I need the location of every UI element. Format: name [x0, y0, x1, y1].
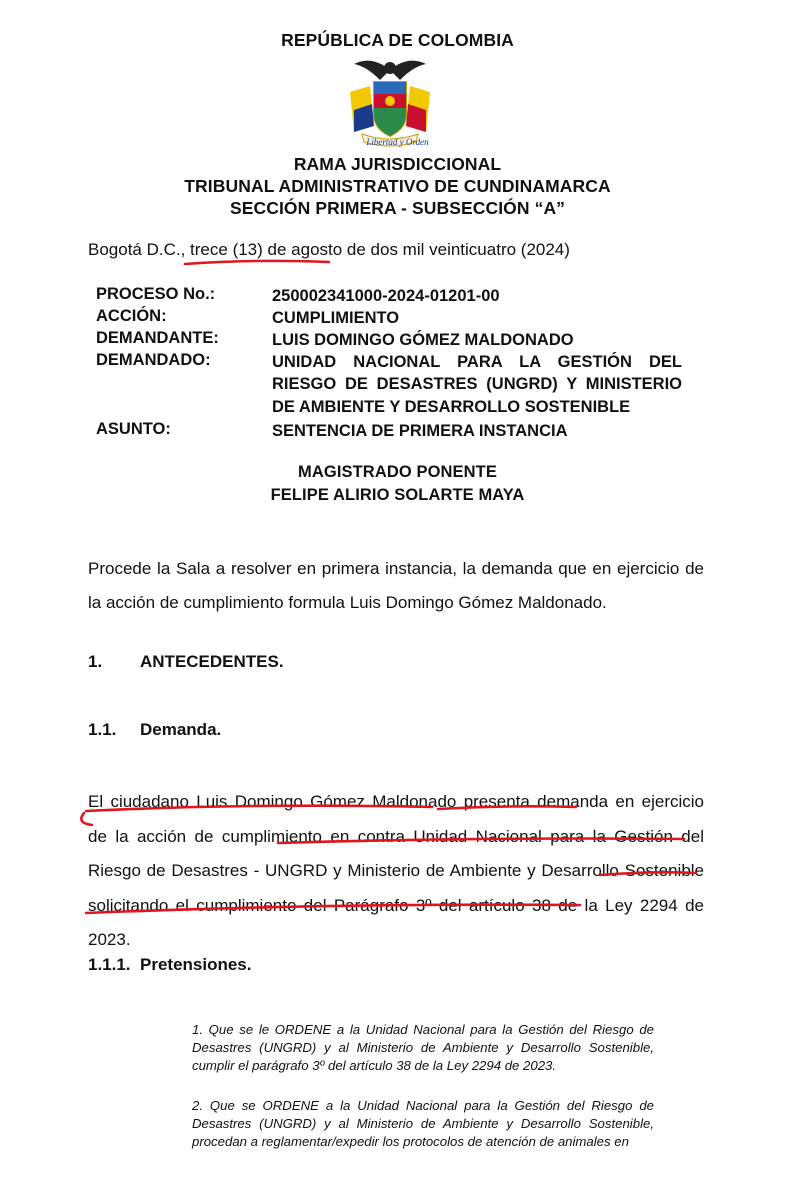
case-label-demandado: DEMANDADO:: [96, 351, 211, 369]
case-label-accion: ACCIÓN:: [96, 307, 167, 325]
case-label-demandante: DEMANDANTE:: [96, 329, 219, 347]
date-underline-annotation: [182, 257, 332, 269]
case-value-proceso: 250002341000-2024-01201-00: [272, 287, 500, 305]
section-1-number: 1.: [88, 652, 103, 671]
coat-of-arms: [340, 52, 440, 148]
coat-of-arms-icon: [340, 52, 440, 148]
section-1-1-title: Demanda.: [140, 720, 222, 739]
demanda-underline-annotations: [80, 795, 720, 925]
motto-label: Libertad y Orden: [366, 137, 429, 147]
case-value-demandado: UNIDAD NACIONAL PARA LA GESTIÓN DEL RIESGO DE DESASTRES (UNGRD) Y MINISTERIO DE AMBIENTE Y DESARROLLO SOSTENIBLE: [272, 353, 682, 416]
section-1-1-1-title: Pretensiones.: [140, 955, 252, 974]
branch-heading: RAMA JURISDICCIONAL: [293, 154, 502, 174]
case-label-proceso: PROCESO No.:: [96, 285, 216, 303]
demanda-paragraph: El ciudadano Luis Domingo Gómez Maldonado presenta demanda en ejercicio de la acción de cumplimiento en contra Unidad Nacional para la Gestión del Riesgo de Desastres - UNGRD y Ministerio de Ambiente y Desarrollo Sostenible solicitando el cumplimiento del Parágrafo 3º del artículo 38 de la Ley 2294 de 2023.: [88, 792, 704, 949]
section-1-1-number: 1.1.: [88, 720, 117, 739]
date-line: Bogotá D.C., trece (13) de agosto de dos mil veinticuatro (2024): [88, 240, 570, 259]
case-value-accion: CUMPLIMIENTO: [272, 309, 400, 327]
intro-paragraph: Procede la Sala a resolver en primera instancia, la demanda que en ejercicio de la acción de cumplimiento formula Luis Domingo Gómez Maldonado.: [88, 559, 704, 612]
section-1-title: ANTECEDENTES.: [140, 652, 284, 671]
case-value-demandante: LUIS DOMINGO GÓMEZ MALDONADO: [272, 331, 574, 349]
pretension-1: 1. Que se le ORDENE a la Unidad Nacional para la Gestión del Riesgo de Desastres (UNGRD) y al Ministerio de Ambiente y Desarrollo Sostenible, cumplir el parágrafo 3º del artículo 38 de la Ley 2294 de 2023.: [192, 1022, 654, 1073]
section-1-1-1-number: 1.1.1.: [88, 955, 131, 974]
magistrate-name: FELIPE ALIRIO SOLARTE MAYA: [270, 486, 525, 504]
country-heading: REPÚBLICA DE COLOMBIA: [281, 30, 514, 50]
case-value-asunto: SENTENCIA DE PRIMERA INSTANCIA: [272, 422, 568, 440]
magistrate-title: MAGISTRADO PONENTE: [298, 463, 497, 481]
section-heading: SECCIÓN PRIMERA - SUBSECCIÓN “A”: [229, 198, 566, 218]
case-label-asunto: ASUNTO:: [96, 420, 171, 438]
tribunal-heading: TRIBUNAL ADMINISTRATIVO DE CUNDINAMARCA: [184, 176, 611, 196]
pretension-2: 2. Que se ORDENE a la Unidad Nacional para la Gestión del Riesgo de Desastres (UNGRD) y al Ministerio de Ambiente y Desarrollo Sostenible, procedan a reglamentar/expedir los protocolos de atención de animales en: [192, 1098, 654, 1149]
